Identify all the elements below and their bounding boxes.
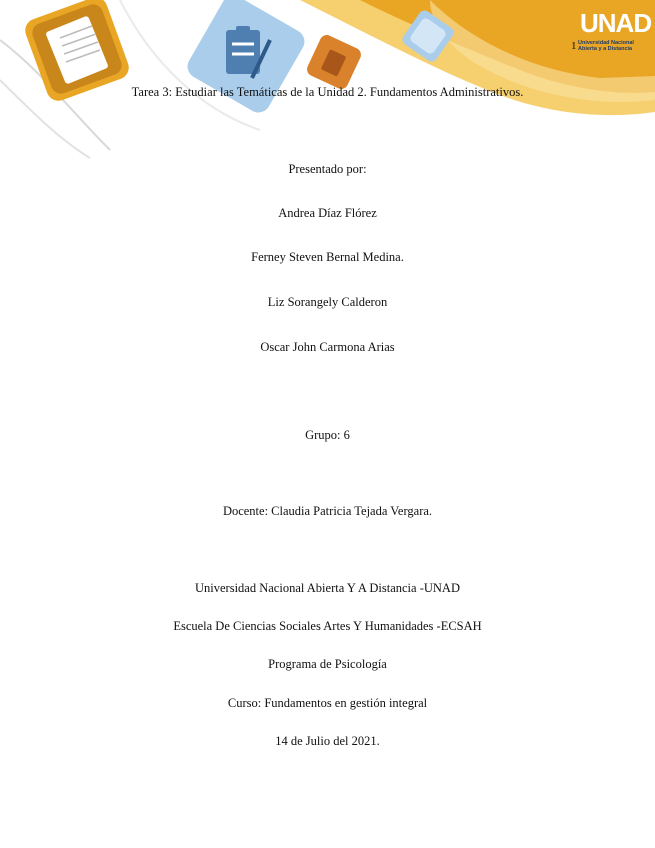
book-icon [305,33,363,91]
author-name: Ferney Steven Bernal Medina. [251,250,404,264]
presented-by-label: Presentado por: [288,162,367,176]
teacher-label: Docente: Claudia Patricia Tejada Vergara. [222,504,433,518]
logo-subtitle: Universidad Nacional Abierta y a Distancia [578,40,634,52]
group-label: Grupo: 6 [305,428,350,442]
author-name: Liz Sorangely Calderon [267,295,388,309]
program-label: Programa de Psicología [268,657,387,671]
date-label: 14 de Julio del 2021. [275,734,380,748]
page-number: 1 [571,40,577,52]
author-name: Oscar John Carmona Arias [260,340,395,354]
school-label: Escuela De Ciencias Sociales Artes Y Humanidades -ECSAH [173,619,482,633]
author-name: Andrea Díaz Flórez [278,206,377,220]
document-title: Tarea 3: Estudiar las Temáticas de la Unidad 2. Fundamentos Administrativos. [131,85,524,99]
unad-logo [574,6,652,60]
header-banner [0,0,655,160]
course-label: Curso: Fundamentos en gestión integral [227,696,428,710]
university-label: Universidad Nacional Abierta Y A Distancia -UNAD [195,581,460,595]
logo-text: UNAD [580,8,652,38]
